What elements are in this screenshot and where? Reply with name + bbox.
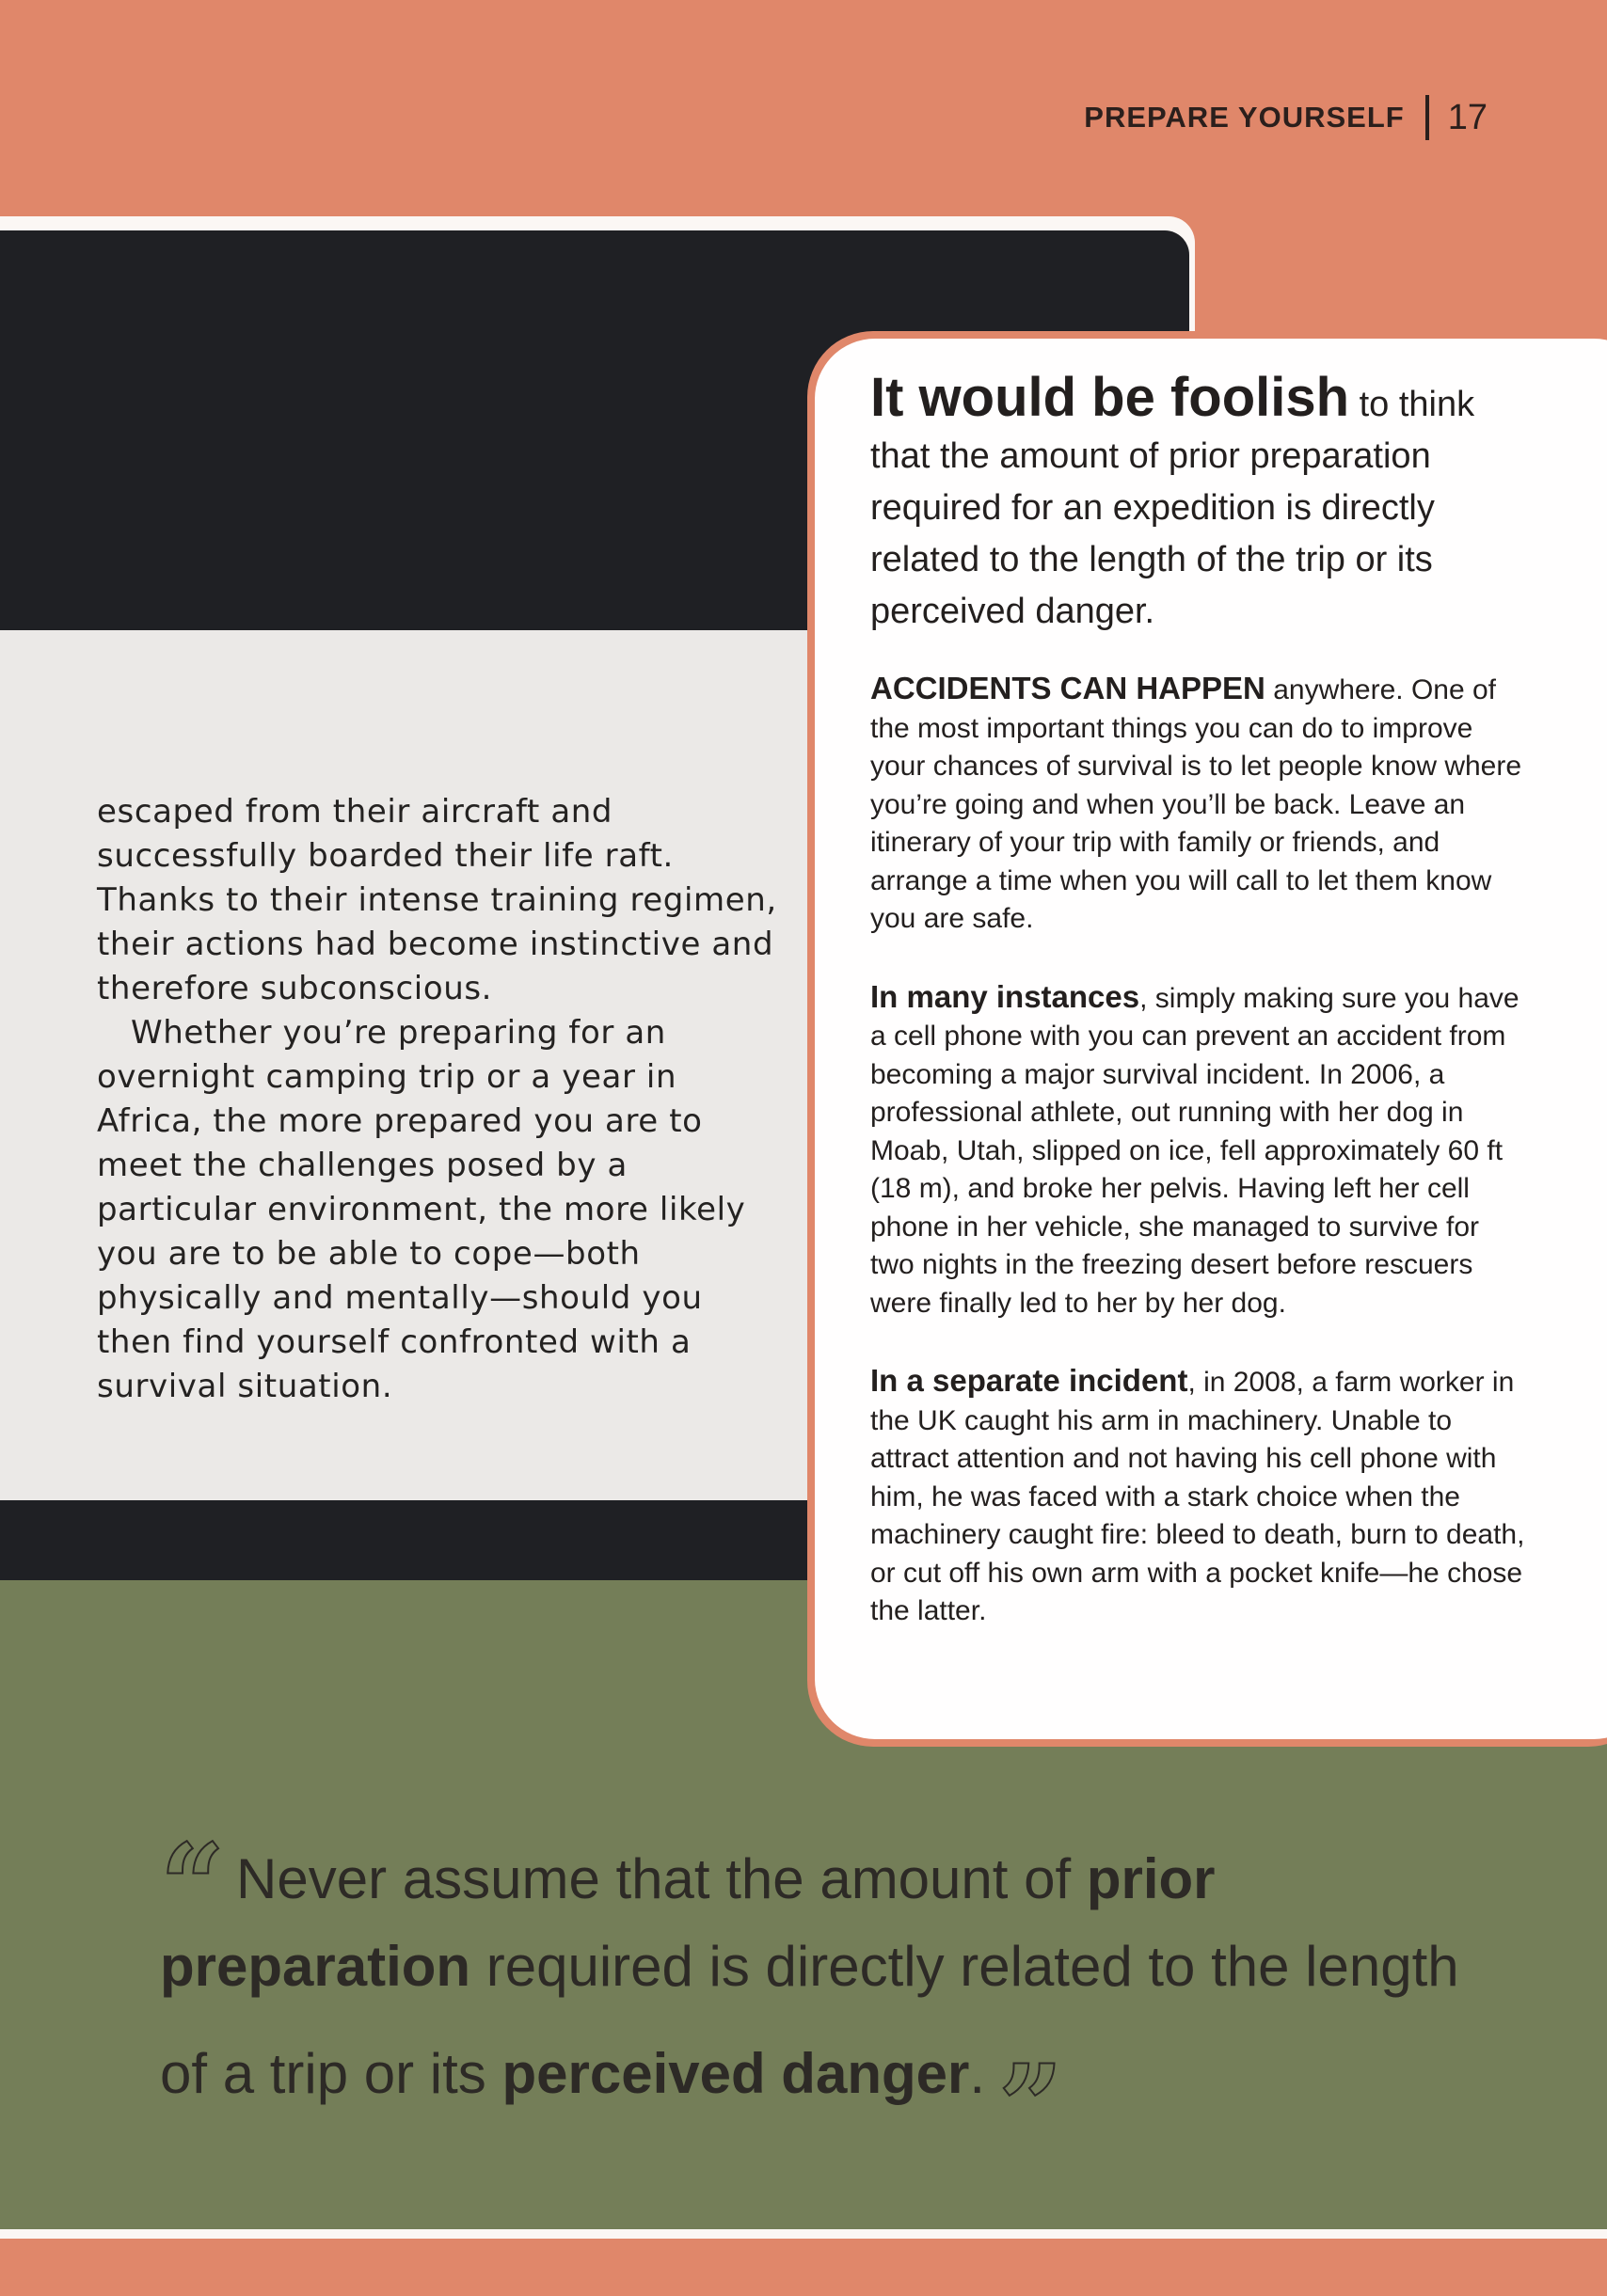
section-title: PREPARE YOURSELF [1084, 101, 1405, 134]
sidebar-content [870, 367, 1529, 1671]
sidebar-paragraph [870, 670, 1529, 939]
sidebar-lead-strong: It would be foolish [870, 367, 1350, 428]
open-quote-mark-icon: “ [160, 1819, 226, 1952]
pull-quote-part: Never assume that the amount of [236, 1847, 1087, 1910]
close-quote-mark-icon: ” [998, 2040, 1064, 2173]
pull-quote [160, 1815, 1496, 2173]
sidebar-paragraph [870, 1362, 1529, 1631]
body-column-left [97, 790, 784, 1409]
pull-quote-emphasis: perceived danger [501, 2042, 970, 2105]
body-paragraph: Whether you’re preparing for an overnight camping trip or a year in Africa, the more prepared you are to meet the challenges posed by a particular environment, the more likely you are to be able to cope—both physically and mentally—should you then find yourself confronted with a survival situation. [97, 1014, 746, 1405]
pull-quote-part: . [969, 2042, 986, 2105]
running-header [923, 89, 1488, 146]
bottom-strip [0, 2239, 1607, 2296]
bottom-divider [0, 2229, 1607, 2239]
body-paragraph: escaped from their aircraft and successfully boarded their life raft. Thanks to their intense training regimen, their actions had become instinctive and therefore subconscious. [97, 793, 777, 1007]
sidebar-paragraph [870, 978, 1529, 1323]
run-in-heading: In many instances [870, 978, 1140, 1014]
sidebar-lead [870, 367, 1529, 638]
black-panel-bottom [0, 1500, 819, 1580]
sidebar-paragraph-text: , in 2008, a farm worker in the UK caught his arm in machinery. Unable to attract attention and not having his cell phone with him, he was faced with a stark choice when the machinery caught fire: bleed to death, burn to death, or cut off his own arm with a pocket knife—he chose the latter. [870, 1367, 1525, 1626]
sidebar-paragraph-text: anywhere. One of the most important things you can do to improve your chances of survival is to let people know where you’re going and when you’ll be back. Leave an itinerary of your trip with family or friends, and arrange a time when you will call to let them know you are safe. [870, 674, 1522, 934]
run-in-heading: In a separate incident [870, 1363, 1188, 1398]
pull-quote-part: required is directly related to the length of a trip or its [160, 1935, 1459, 2105]
sidebar-paragraph-text: , simply making sure you have a cell phone with you can prevent an accident from becoming a major survival incident. In 2006, a professional athlete, out running with her dog in Moab, Utah, slipped on ice, fell approximately 60 ft (18 m), and broke her pelvis. Having left her cell phone in her vehicle, she managed to survive for two nights in the freezing desert before rescuers were finally led to her by her dog. [870, 982, 1519, 1319]
header-divider [1425, 95, 1429, 140]
run-in-heading: ACCIDENTS CAN HAPPEN [870, 671, 1265, 705]
page-number: 17 [1447, 97, 1488, 137]
pull-quote-text [160, 1815, 1496, 2173]
pull-quote-emphasis: prior preparation [160, 1847, 1216, 1998]
sidebar-lead-text: to think that the amount of prior preparation required for an expedition is directly related to the length of the trip or its perceived danger. [870, 385, 1475, 631]
